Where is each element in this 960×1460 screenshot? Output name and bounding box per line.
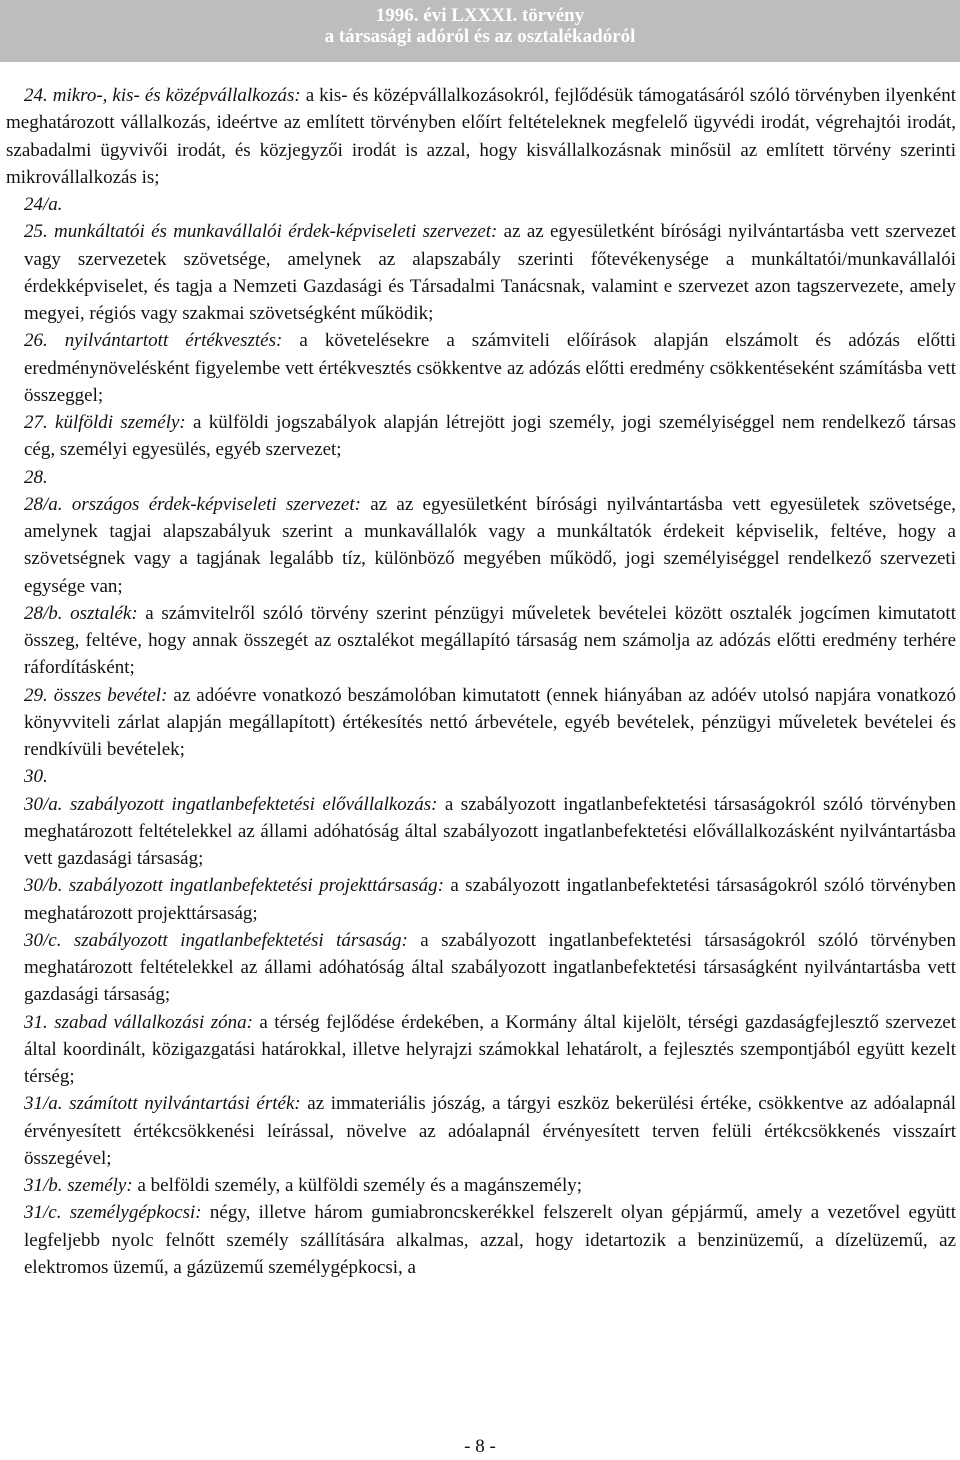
item-number: 27. bbox=[24, 412, 48, 433]
defined-term: szabályozott ingatlanbefektetési társaság: bbox=[73, 929, 408, 951]
definition-text: az az egyesületként bírósági nyilvántartásba vett szervezet vagy szervezetek szövetsége, amelynek az alapszabály szerinti főtevékenysége a munkáltatói/munkavállalói érdekképviselet, és tagja a Nemzeti Gazdasági és Társadalmi Tanácsnak, valamint e szervezet azon tagszervezete, amely megyei, régiós vagy szakmai szövetségként működik; bbox=[24, 221, 957, 324]
definition-item bbox=[6, 682, 956, 764]
defined-term: nyilvántartott értékvesztés: bbox=[64, 330, 283, 352]
definition-item bbox=[6, 82, 956, 191]
definition-item bbox=[6, 327, 956, 409]
definition-item bbox=[6, 791, 956, 873]
item-number: 30/a. bbox=[24, 793, 63, 815]
defined-term: országos érdek-képviseleti szervezet: bbox=[71, 493, 361, 515]
defined-term: mikro-, kis- és középvállalkozás: bbox=[52, 85, 301, 106]
definition-item bbox=[6, 763, 956, 790]
definition-text: a belföldi személy, a külföldi személy és a magánszemély; bbox=[132, 1175, 583, 1196]
item-number: 26. bbox=[24, 330, 48, 352]
definition-text: a számvitelről szóló törvény szerint pénzügyi műveletek bevételei között osztalék jogcímen kimutatott összeg, feltéve, hogy annak összegét az osztalékot megállapító társaság nem számolja az adózás előtti eredmény terhére ráfordításként; bbox=[24, 602, 956, 679]
definition-item bbox=[6, 927, 956, 1009]
definition-text: az adóévre vonatkozó beszámolóban kimutatott (ennek hiányában az adóév utolsó napjára vonatkozó könyvviteli zárlat alapján megállapított) értékesítés nettó árbevétele, egyéb bevételek, pénzügyi műveletek bevételei és rendkívüli bevételek; bbox=[24, 684, 956, 760]
item-number: 31/c. bbox=[24, 1202, 62, 1224]
item-number: 31/a. bbox=[24, 1093, 63, 1115]
definition-item bbox=[6, 1009, 956, 1091]
item-number: 31. bbox=[24, 1011, 48, 1033]
definition-text: a térség fejlődése érdekében, a Kormány által kijelölt, térségi gazdaságfejlesztő szervezet által koordinált, közigazgatási határokkal, illetve helyrajzi számokkal lehatárolt, a fejlesztés szempontjából együtt kezelt térség; bbox=[24, 1011, 956, 1087]
item-number: 28/a. bbox=[24, 493, 63, 515]
page-number: - 8 - bbox=[464, 1436, 496, 1457]
definition-item bbox=[6, 872, 956, 927]
definition-text: a külföldi jogszabályok alapján létrejött jogi személy, jogi személyiséggel nem rendelkező társas cég, személyi egyesülés, egyéb szervezet; bbox=[24, 412, 956, 461]
definition-item bbox=[6, 600, 956, 682]
item-number: 28. bbox=[24, 466, 48, 488]
definition-item bbox=[6, 491, 956, 600]
definition-text: a követelésekre a számviteli előírások alapján elszámolt és adózás előtti eredménynövelésként figyelembe vett értékvesztés csökkentve az adózás előtti eredmény csökkentéseként számításba vett összeggel; bbox=[24, 330, 957, 406]
definition-item bbox=[6, 1172, 956, 1199]
item-number: 30/b. bbox=[24, 875, 63, 897]
definition-text: a szabályozott ingatlanbefektetési társaságokról szóló törvényben meghatározott feltételekkel az állami adóhatóság által szabályozott ingatlanbefektetési társaságként nyilvántartásba vett gazdasági társaság; bbox=[24, 929, 956, 1006]
document-body bbox=[6, 82, 956, 1281]
item-number: 25. bbox=[24, 221, 48, 243]
defined-term: személygépkocsi: bbox=[69, 1202, 202, 1224]
defined-term: számított nyilvántartási érték: bbox=[69, 1093, 301, 1115]
definition-text: a szabályozott ingatlanbefektetési társaságokról szóló törvényben meghatározott feltételekkel az állami adóhatóság által szabályozott ingatlanbefektetési elővállalkozásként nyilvántartásba vett gazdasági társaság; bbox=[24, 793, 956, 869]
definition-item bbox=[6, 409, 956, 464]
defined-term: szabályozott ingatlanbefektetési elővállalkozás: bbox=[70, 793, 438, 815]
definition-text: az az egyesületként bírósági nyilvántartásba vett egyesületek szövetsége, amelynek tagjai alapszabályuk szerint a munkavállalók vagy a munkáltatók érdekeit képviselik, feltéve, hogy a szövetségnek vagy a tagjának legalább tíz, különböző megyében működő, jogi személyiséggel rendelkező szervezeti egysége van; bbox=[24, 493, 957, 597]
item-number: 30. bbox=[24, 766, 48, 788]
item-number: 30/c. bbox=[24, 929, 62, 951]
definition-text: a kis- és középvállalkozásokról, fejlődésük támogatásáról szóló törvényben ilyenként meghatározott vállalkozás, ideértve az említett törvényben előírt feltételeknek megfelelő ügyvédi irodát, végrehajtói irodát, szabadalmi ügyvivői irodát, és közjegyzői irodát is azzal, hogy kisvállalkozásnak minősül az említett törvény szerinti mikrovállalkozás is; bbox=[6, 85, 956, 188]
definition-text: az immateriális jószág, a tárgyi eszköz bekerülési értéke, csökkentve az adóalapnál érvényesített értékcsökkenési leírással, növelve az adóalapnál érvényesített terven felüli értékcsökkenés visszaírt összegével; bbox=[24, 1093, 957, 1169]
defined-term: külföldi személy: bbox=[55, 412, 186, 433]
defined-term: összes bevétel: bbox=[53, 684, 168, 706]
definition-item bbox=[6, 191, 956, 218]
definition-text: a szabályozott ingatlanbefektetési társaságokról szóló törvényben meghatározott projekttársaság; bbox=[24, 875, 956, 924]
definition-item bbox=[6, 218, 956, 327]
item-number: 31/b. bbox=[24, 1175, 63, 1196]
definition-text: négy, illetve három gumiabroncskerékkel felszerelt olyan gépjármű, amely a vezetővel együtt legfeljebb nyolc felnőtt személy szállítására alkalmas, azzal, hogy idetartozik a benzinüzemű, a dízelüzemű, az elektromos üzemű, a gázüzemű személygépkocsi, a bbox=[24, 1202, 956, 1278]
defined-term: munkáltatói és munkavállalói érdek-képviseleti szervezet: bbox=[54, 221, 498, 243]
defined-term: szabályozott ingatlanbefektetési projekttársaság: bbox=[68, 875, 445, 897]
document-header bbox=[0, 0, 960, 62]
definition-item bbox=[6, 1090, 956, 1172]
definition-item bbox=[6, 464, 956, 491]
item-number: 24. bbox=[24, 85, 48, 106]
defined-term: személy: bbox=[67, 1175, 133, 1196]
item-number: 29. bbox=[24, 684, 48, 706]
law-subtitle: a társasági adóról és az osztalékadóról bbox=[324, 26, 636, 47]
defined-term: osztalék: bbox=[70, 602, 138, 624]
item-number: 28/b. bbox=[24, 602, 63, 624]
law-title: 1996. évi LXXXI. törvény bbox=[375, 5, 585, 26]
item-number: 24/a. bbox=[24, 194, 63, 215]
defined-term: szabad vállalkozási zóna: bbox=[54, 1011, 253, 1033]
definition-item bbox=[6, 1199, 956, 1281]
